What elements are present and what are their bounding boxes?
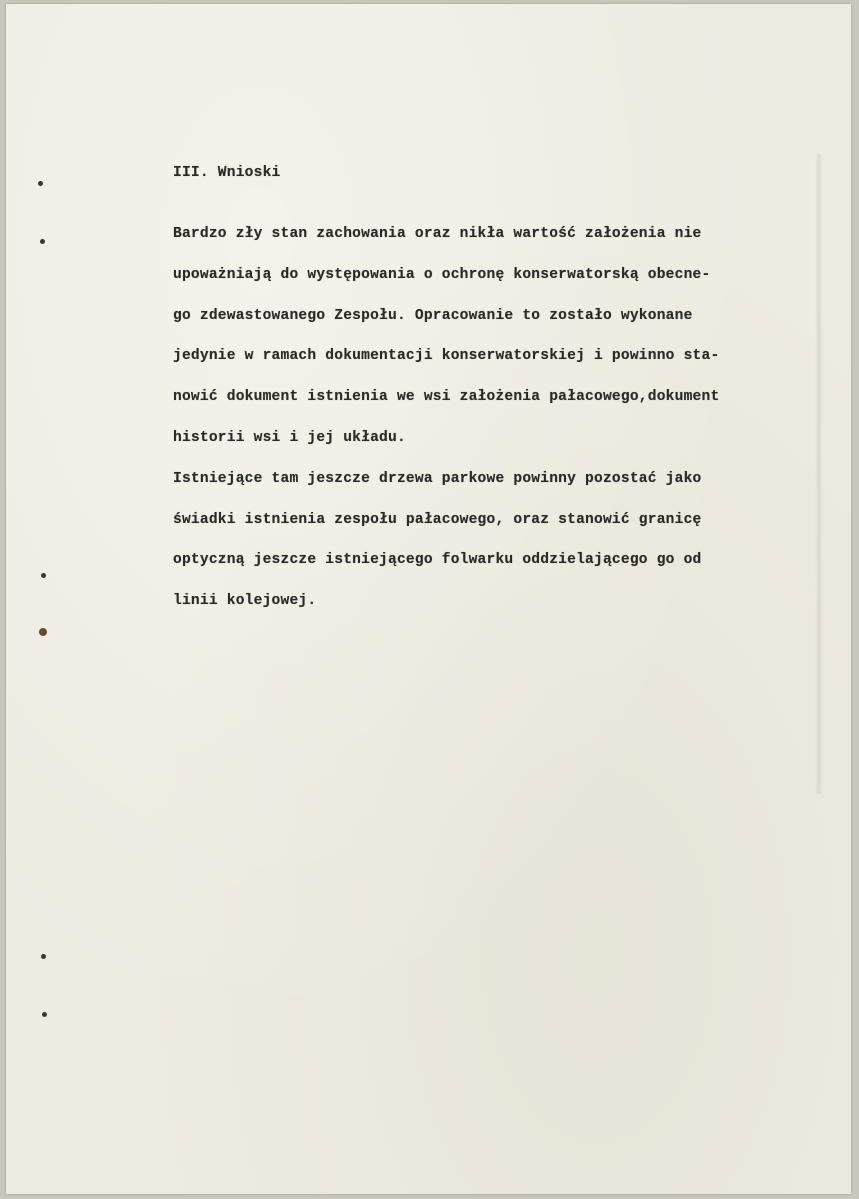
punch-mark — [41, 573, 46, 578]
punch-mark — [41, 954, 46, 959]
text-line: jedynie w ramach dokumentacji konserwatorskiej i powinno sta- — [173, 348, 720, 365]
rust-spot — [39, 628, 47, 636]
text-line: optyczną jeszcze istniejącego folwarku oddzielającego go od — [173, 552, 702, 569]
paper-bleed-through — [815, 154, 823, 794]
text-line: upoważniają do występowania o ochronę konserwatorską obecne- — [173, 266, 711, 283]
text-line: Istniejące tam jeszcze drzewa parkowe powinny pozostać jako — [173, 470, 702, 487]
body-text — [173, 223, 719, 631]
section-heading: III. Wnioski — [173, 165, 281, 181]
punch-mark — [42, 1012, 47, 1017]
text-line: Bardzo zły stan zachowania oraz nikła wartość założenia nie — [173, 226, 702, 242]
text-line: historii wsi i jej układu. — [173, 429, 406, 446]
punch-mark — [38, 181, 43, 186]
document-page — [6, 4, 851, 1194]
text-line: go zdewastowanego Zespołu. Opracowanie to zostało wykonane — [173, 307, 693, 324]
punch-mark — [40, 239, 45, 244]
text-line: nowić dokument istnienia we wsi założenia pałacowego,dokument — [173, 389, 720, 406]
text-line: świadki istnienia zespołu pałacowego, oraz stanowić granicę — [173, 511, 702, 528]
text-line: linii kolejowej. — [173, 593, 317, 610]
